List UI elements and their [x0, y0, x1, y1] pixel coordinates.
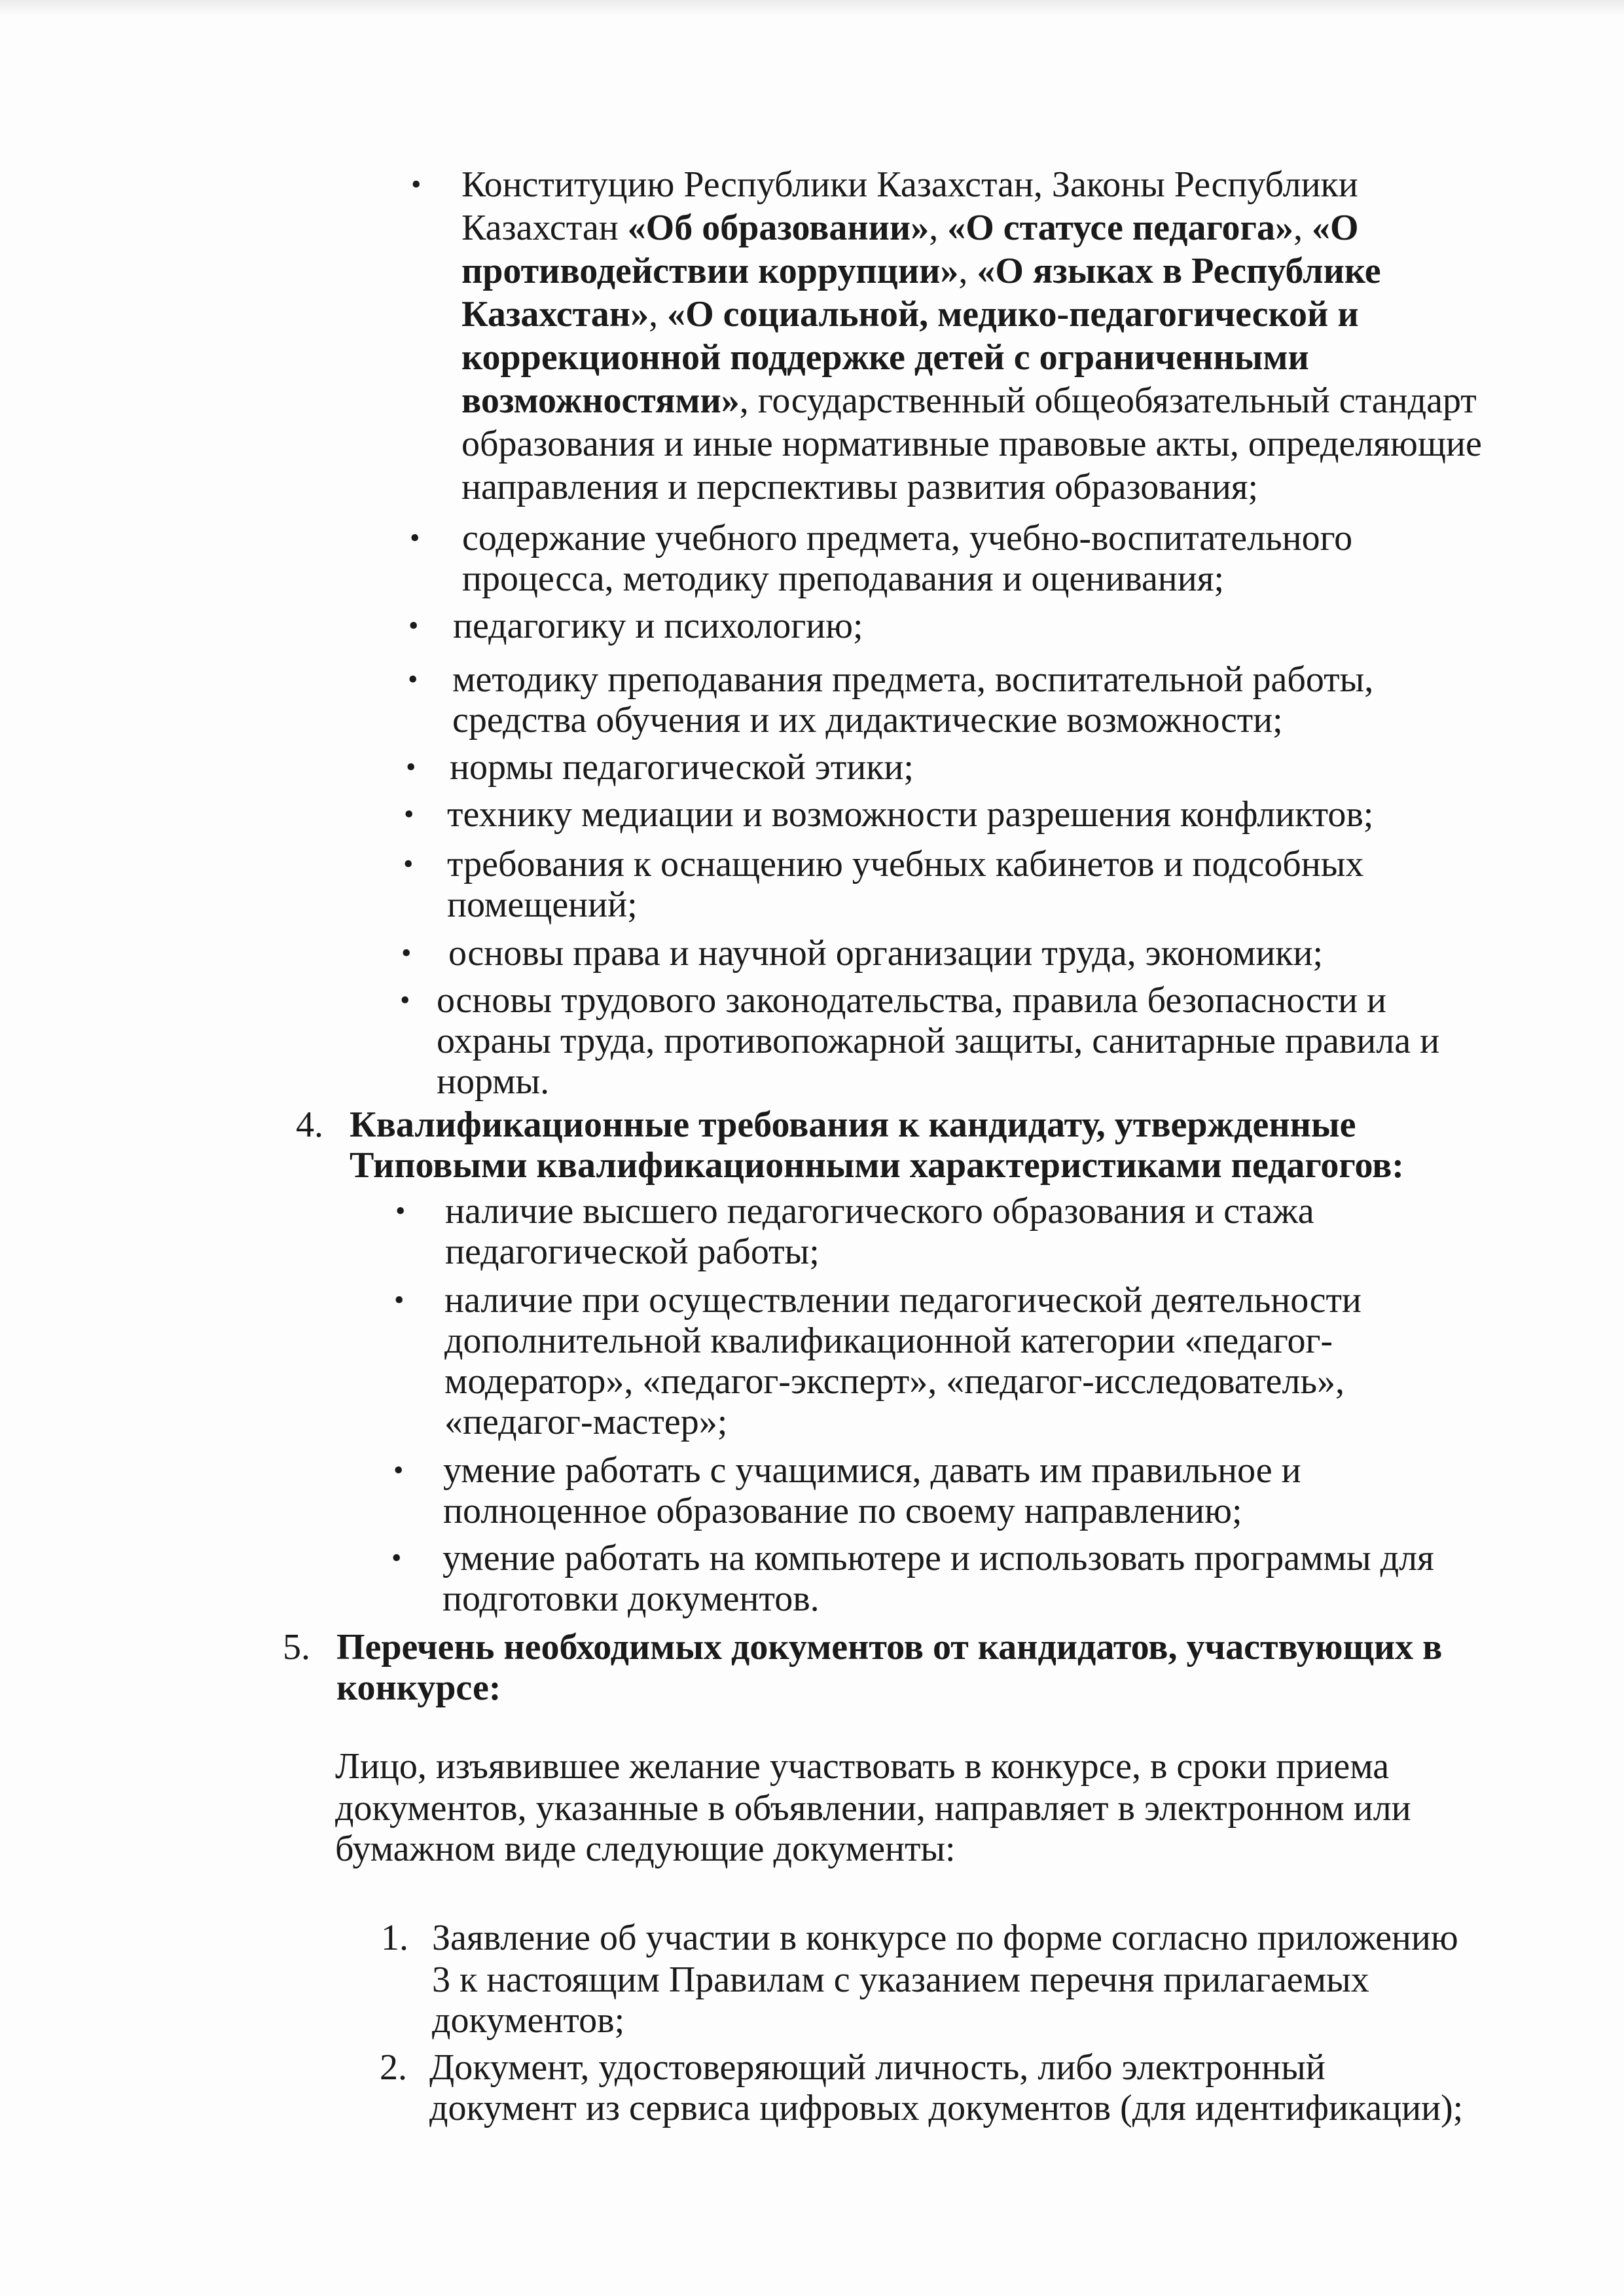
line-text: педагогику и психологию; [453, 606, 863, 646]
line-text: «педагог-мастер»; [444, 1402, 728, 1442]
bullet-icon: • [406, 751, 416, 783]
line-text: наличие при осуществлении педагогической деятельности [444, 1280, 1362, 1321]
bullet-icon: • [391, 1542, 402, 1574]
line-text: умение работать на компьютере и использовать программы для [442, 1538, 1434, 1578]
line-text: противодействии коррупции», «О языках в Республике [461, 251, 1381, 291]
line-text: процесса, методику преподавания и оценивания; [462, 558, 1225, 599]
bullet-icon: • [393, 1454, 404, 1486]
line-text: средства обучения и их дидактические возможности; [452, 700, 1283, 740]
line-text: направления и перспективы развития образования; [461, 467, 1259, 507]
list-number: 4. [296, 1104, 323, 1145]
bold-text: противодействии коррупции» [461, 251, 959, 291]
list-number: 2. [380, 2047, 407, 2088]
line-text: возможностями», государственный общеобязательный стандарт [461, 380, 1477, 421]
bold-text: «Об образовании» [627, 208, 929, 248]
line-text: документов; [432, 2000, 625, 2041]
bullet-icon: • [411, 168, 422, 200]
bullet-icon: • [408, 663, 418, 695]
line-text: полноценное образование по своему направлению; [443, 1491, 1242, 1531]
list-number: 5. [283, 1627, 310, 1667]
line-text: Квалификационные требования к кандидату, утвержденные [350, 1104, 1356, 1145]
bold-text: Казахстан» [461, 294, 649, 335]
line-text: модератор», «педагог-эксперт», «педагог-исследователь», [444, 1361, 1344, 1402]
line-text: педагогической работы; [445, 1231, 820, 1272]
bold-text: «О социальной, медико-педагогической и [667, 294, 1359, 335]
line-text: подготовки документов. [442, 1578, 820, 1619]
bullet-icon: • [395, 1195, 406, 1227]
line-text: образования и иные нормативные правовые акты, определяющие [461, 424, 1482, 464]
line-text: требования к оснащению учебных кабинетов и подсобных [447, 844, 1364, 884]
line-text: Перечень необходимых документов от кандидатов, участвующих в [336, 1627, 1443, 1667]
list-number: 1. [381, 1918, 408, 1958]
bold-text: «О языках в Республике [977, 251, 1381, 291]
scan-edge-shadow [0, 0, 1624, 17]
line-text: помещений; [447, 884, 638, 925]
line-text: Лицо, изъявившее желание участвовать в конкурсе, в сроки приема [335, 1746, 1390, 1787]
line-text: нормы. [437, 1061, 550, 1102]
line-text: Конституцию Республики Казахстан, Законы Республики [461, 164, 1358, 205]
line-text: Документ, удостоверяющий личность, либо электронный [429, 2047, 1326, 2088]
line-text: нормы педагогической этики; [450, 747, 914, 788]
line-text: 3 к настоящим Правилам с указанием перечня прилагаемых [432, 1959, 1369, 2000]
line-text: бумажном виде следующие документы: [335, 1829, 956, 1869]
bullet-icon: • [410, 522, 420, 554]
bullet-icon: • [394, 1284, 405, 1316]
line-text: Казахстан», «О социальной, медико-педагогической и [461, 294, 1359, 335]
bullet-icon: • [403, 848, 414, 880]
line-text: конкурсе: [336, 1667, 501, 1708]
bold-text: «О статусе педагога» [947, 208, 1293, 248]
line-text: документ из сервиса цифровых документов (для идентификации); [429, 2088, 1464, 2128]
line-text: технику медиации и возможности разрешения конфликтов; [447, 794, 1374, 835]
line-text: основы права и научной организации труда, экономики; [448, 933, 1324, 974]
line-text [461, 337, 1309, 378]
line-text: наличие высшего педагогического образования и стажа [445, 1191, 1314, 1231]
bullet-icon: • [401, 937, 412, 969]
line-text: Заявление об участии в конкурсе по форме согласно приложению [432, 1918, 1458, 1958]
bold-text: коррекционной поддержке детей с ограниченными [461, 337, 1309, 378]
line-text: основы трудового законодательства, правила безопасности и [437, 980, 1387, 1021]
line-text: охраны труда, противопожарной защиты, санитарные правила и [437, 1021, 1440, 1061]
bullet-icon: • [400, 984, 410, 1016]
line-text: Казахстан «Об образовании», «О статусе педагога», «О [461, 208, 1359, 248]
bullet-icon: • [404, 798, 414, 830]
line-text: методику преподавания предмета, воспитательной работы, [452, 659, 1374, 700]
line-text: дополнительной квалификационной категории «педагог- [444, 1321, 1333, 1361]
bullet-icon: • [408, 610, 419, 642]
bold-text: возможностями» [461, 380, 740, 421]
bold-text: «О [1311, 208, 1359, 248]
line-text: документов, указанные в объявлении, направляет в электронном или [335, 1788, 1411, 1829]
line-text: Типовыми квалификационными характеристиками педагогов: [350, 1145, 1404, 1186]
line-text: умение работать с учащимися, давать им правильное и [443, 1450, 1301, 1491]
line-text: содержание учебного предмета, учебно-воспитательного [462, 518, 1353, 558]
